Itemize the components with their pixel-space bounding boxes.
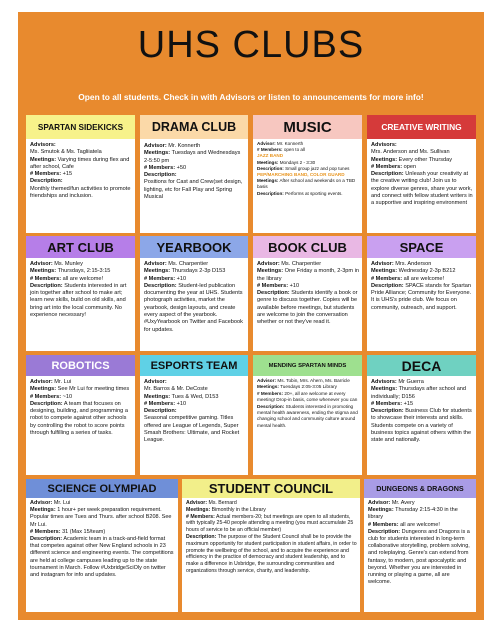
club-info: Advisors: Mrs. Anderson and Ms. Sullivan Meetings: Every other Thursday # Members: open Description: Unleash your creativity at the creative writing club! Join us to explore diverse genres, share your work, and connect with fellow student writers in a supportive and inspiring environment	[371, 142, 473, 207]
club-header: DRAMA CLUB	[140, 115, 248, 139]
club-header: YEARBOOK	[140, 236, 248, 258]
club-header: ESPORTS TEAM	[140, 355, 248, 376]
club-card-book-club	[253, 236, 362, 351]
orange-frame	[18, 12, 484, 620]
club-card-deca	[367, 355, 476, 475]
club-info: Advisor: Mr. Barros & Mr. DeCoste Meetings: Tues & Wed, D153 # Members: +10 Description: Seasonal competitive gaming. Titles offered are League of Legends, Super Smash Brothers: Ultimate, and Rocket League.	[144, 379, 240, 444]
club-header: DUNGEONS & DRAGONS	[364, 479, 476, 498]
club-info: Advisor: Ms. Tobin, Mrs. Ahern, Ms. Barricle Meetings: Tuesdays 2:05-3:05 Library # Members: 20+, all are welcome at every meeting! Drop-in basis, come whenever you can Description: Students interested in promoting mental health awareness, ending the stigma and changing school and community culture around mental health.	[257, 378, 358, 428]
club-header: STUDENT COUNCIL	[182, 479, 360, 498]
page-subtitle: Open to all students. Check in with Advisors or listen to announcements for more info!	[78, 92, 424, 102]
club-card-science-olympiad	[26, 479, 178, 612]
club-info: Advisor: Ms. Bernard Meetings: Bimonthly in the Library # Members: Actual members-20; but meetings are open to all students, with typically 25-40 people attending a meeting (you must accumulate 25 hours of service to be an official member) Description: The purpose of the Student Council shall be to provide the maximum opportunity for student participation in student affairs, in order to promote the wellbeing of the school, and to acquire the experience and efficiency in the practice of democracy and student leadership, and to make a difference in Uxbridge, the surrounding communities and organizations through service, charity, and leadership.	[186, 500, 357, 574]
club-card-yearbook	[140, 236, 248, 351]
club-header: ROBOTICS	[26, 355, 135, 376]
club-info: Advisor: Mr. Lui Meetings: 1 hour+ per week preparation requirement. Popular times are Tues and Thurs. after school B208. See Mr Lui. # Members: 31 (Max 15/team) Description: Academic team in a track-and-field format that competes against other New England schools in 23 different science and engineering events. The competitions are held at college campuses leading up to the state tournament in March. Follow #UxbridgeSciOly on twitter and instagram for info and updates.	[30, 500, 174, 579]
club-card-art-club	[26, 236, 135, 351]
club-card-music	[253, 115, 362, 233]
club-info: Advisors: Mr Guerra Meetings: Thursdays after school and individually; D156 # Members: +15 Description: Business Club for students to showcase their interests and skills. Students compete on a variety of business topics against others within the state and nationally.	[371, 379, 472, 444]
club-card-robotics	[26, 355, 135, 475]
club-info: Advisor: Mr. Konnerth # Members: open to all JAZZ BAND Meetings: Mondays 2 - 3:30 Description: Small group jazz and pop tunes PEP/MARCHING BAND, COLOR GUARD Meetings: After school and weekends on a TBD basis Description: Performs at sporting events.	[257, 141, 356, 196]
page-title: UHS CLUBS	[137, 24, 365, 66]
club-card-mending-spartan-minds	[253, 355, 362, 475]
club-info: Advisor: Ms. Charpentier Meetings: One Friday a month, 2-3pm in the library # Members: +10 Description: Students identify a book or genre to discuss together. Copies will be available before meetings, but students are welcome to join the conversation whether or not they've read it.	[257, 261, 359, 326]
club-info: Advisor: Ms. Munley Meetings: Thursdays, 2:15-3:15 # Members: all are welcome! Description: Students interested in art join together after school to make art; learn new skills, build on old skills, and bring art into the local community. No experience necessary!	[30, 261, 127, 319]
club-info: Advisor: Ms. Charpentier Meetings: Thursdays 2-3p D153 # Members: +10 Description: Student-led publication documenting the year at UHS. Students photograph activities, market the yearbook, design layouts, and create every aspect of the yearbook. #UxyYearbook on Twitter and Facebook for updates.	[144, 261, 243, 333]
club-card-creative-writing	[367, 115, 476, 233]
club-header: ART CLUB	[26, 236, 135, 258]
club-header: MENDING SPARTAN MINDS	[253, 355, 362, 376]
club-card-esports-team	[140, 355, 248, 475]
club-header: CREATIVE WRITING	[367, 115, 476, 139]
club-card-dungeons-dragons	[364, 479, 476, 612]
club-header: BOOK CLUB	[253, 236, 362, 258]
club-header: SPARTAN SIDEKICKS	[26, 115, 135, 139]
club-info: Advisor: Mr. Avery Meetings: Thursday 2:15-4:30 in the library # Members: all are welcome! Description: Dungeons and Dragons is a club for students interested in long-term collaborative storytelling, problem solving, and roleplaying. Genre's can extend from fantasy, to modern, post apocalyptic and beyond. Whether you are interested in running or playing a game, all are welcome.	[368, 500, 470, 586]
club-info: Advisors: Ms. Smutok & Ms. Tagliiatela Meetings: Varying times during flex and after school, Cafe # Members: +15 Description: Monthly themed/fun activities to promote friendships and inclusion.	[30, 142, 131, 200]
club-info: Advisor: Mr. Lui Meetings: See Mr Lui for meeting times # Members: ~10 Description: A team that focuses on designing, building, and programming a robot to compete against other schools by controlling the robot to score points through fulfilling a series of tasks.	[30, 379, 130, 437]
club-card-drama-club	[140, 115, 248, 233]
club-card-space	[367, 236, 476, 351]
club-card-student-council	[182, 479, 360, 612]
club-header: MUSIC	[253, 115, 362, 139]
club-header: SCIENCE OLYMPIAD	[26, 479, 178, 498]
club-header: DECA	[367, 355, 476, 376]
club-info: Advisor: Mr. Konnerth Meetings: Tuesdays and Wednesdays 2-5:50 pm # Members: +50 Description: Positions for Cast and Crew(set design, lighting, etc for Fall Play and Spring Musical	[144, 143, 243, 201]
club-card-spartan-sidekicks	[26, 115, 135, 233]
club-info: Advisor: Mrs. Anderson Meetings: Wednesday 2-3p B212 # Members: all are welcome! Description: SPACE stands for Spartan Pride Alliance; Community for Everyone. It is UHS's pride club. We focus on community, outreach, and support.	[371, 261, 472, 311]
club-header: SPACE	[367, 236, 476, 258]
